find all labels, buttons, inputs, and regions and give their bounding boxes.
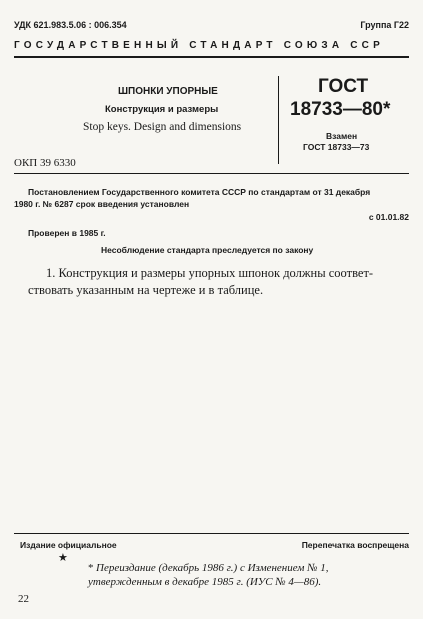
reissue-note-line-1: Переиздание (декабрь 1986 г.) с Изменением № 1, [96, 562, 329, 574]
standard-title: ШПОНКИ УПОРНЫЕ [118, 86, 218, 97]
star-icon: ★ [58, 552, 68, 564]
reprint-prohibited: Перепечатка воспрещена [301, 540, 409, 550]
replaces-label: Взамен [326, 131, 358, 141]
law-warning: Несоблюдение стандарта преследуется по закону [101, 245, 314, 255]
page-number: 22 [18, 593, 29, 605]
group-code: Группа Г22 [360, 20, 409, 30]
header-rule [14, 56, 409, 58]
udk-code: УДК 621.983.5.06 : 006.354 [14, 20, 127, 30]
gost-number: 18733—80* [290, 99, 391, 120]
okp-code: ОКП 39 6330 [14, 157, 76, 169]
standard-title-english: Stop keys. Design and dimensions [83, 121, 242, 133]
decree-line-2: 1980 г. № 6287 срок введения установлен [14, 199, 190, 209]
effective-date: с 01.01.82 [368, 212, 409, 222]
decree-line-1: Постановлением Государственного комитета СССР по стандартам от 31 декабря [28, 187, 371, 197]
official-edition: Издание официальное [20, 540, 117, 550]
clause-1-line-1: 1. Конструкция и размеры упорных шпонок должны соответ- [46, 266, 374, 280]
replaces-value: ГОСТ 18733—73 [303, 142, 370, 152]
title-divider [278, 76, 279, 164]
checked-note: Проверен в 1985 г. [28, 228, 106, 238]
clause-1-line-2: ствовать указанным на чертеже и в таблице. [28, 283, 264, 297]
reissue-note-line-2: утвержденным в декабре 1985 г. (ИУС № 4—86). [88, 576, 322, 588]
gost-label: ГОСТ [318, 76, 369, 97]
reissue-note-marker: * [88, 562, 94, 574]
okp-rule [14, 173, 409, 174]
footer-rule [14, 533, 409, 534]
state-standard-title: ГОСУДАРСТВЕННЫЙ СТАНДАРТ СОЮЗА ССР [14, 40, 384, 51]
standard-subtitle: Конструкция и размеры [105, 104, 219, 115]
